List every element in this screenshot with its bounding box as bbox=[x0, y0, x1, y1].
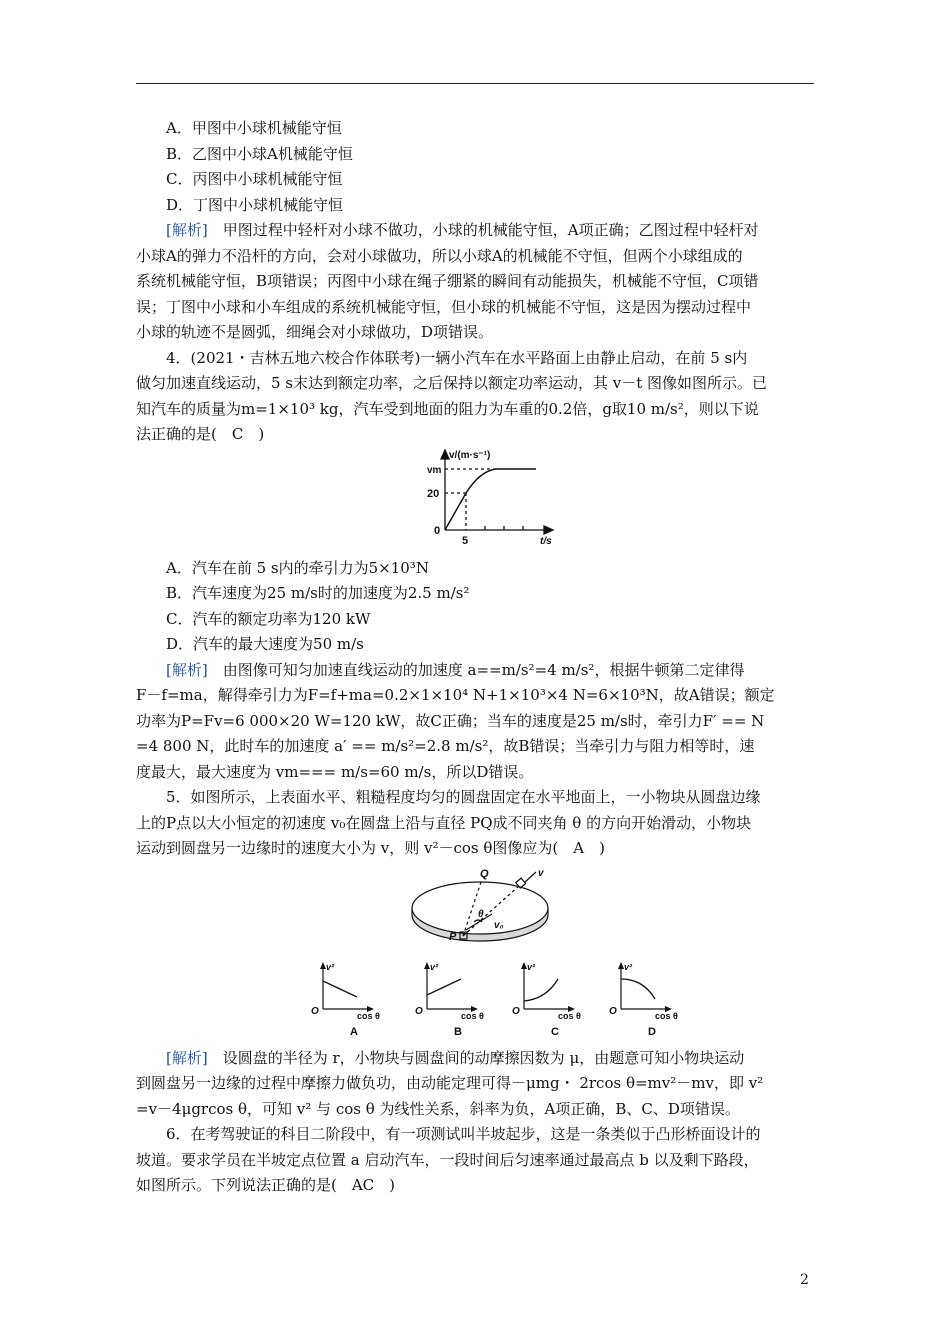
analysis-text: 甲图过程中轻杆对小球不做功，小球的机械能守恒，A项正确；乙图过程中轻杆对 bbox=[222, 221, 759, 239]
graph-label: A bbox=[350, 1025, 358, 1038]
v2-curve bbox=[621, 979, 655, 999]
q5-stem-line: 上的P点以大小恒定的初速度 v₀在圆盘上沿与直径 PQ成不同夹角 θ 的方向开始滑动，小物块 bbox=[136, 813, 752, 832]
q4-stem-line: 知汽车的质量为m=1×10³ kg，汽车受到地面的阻力为车重的0.2倍，g取10 m/s²，则以下说 bbox=[136, 399, 759, 418]
q4-option-c: C．汽车的额定功率为120 kW bbox=[166, 609, 371, 628]
q4-option-d: D．汽车的最大速度为50 m/s bbox=[166, 635, 364, 653]
answer-graph-d bbox=[609, 962, 678, 1038]
q6-stem-line: 6．在考驾驶证的科目二阶段中，有一项测试叫半坡起步，这是一条类似于凸形桥面设计的 bbox=[166, 1125, 761, 1143]
vt-graph-figure bbox=[136, 448, 816, 556]
q4-analysis-line: =4 800 N，此时车的加速度 a′ == m/s²=2.8 m/s²，故B错误；当牵引力与阻力相等时，速 bbox=[136, 737, 755, 755]
answer-graph-c bbox=[512, 962, 581, 1038]
graph-label: B bbox=[454, 1025, 462, 1038]
q4-stem-line: 4．(2021・吉林五地六校合作体联考)一辆小汽车在水平路面上由静止启动，在前 5 s内 bbox=[166, 348, 748, 367]
q6-stem-line: 坡道。要求学员在半坡定点位置 a 启动汽车，一段时间后匀速率通过最高点 b 以及剩下路段， bbox=[136, 1150, 759, 1169]
disk-top bbox=[412, 882, 548, 934]
t5-label: 5 bbox=[462, 534, 469, 547]
label-q: Q bbox=[480, 867, 489, 880]
x-axis-label: cos θ bbox=[461, 1010, 484, 1021]
v2-curve bbox=[323, 981, 357, 997]
q4-option-b: B．汽车速度为25 m/s时的加速度为2.5 m/s² bbox=[166, 584, 470, 602]
disk-figure bbox=[136, 862, 816, 957]
q4-stem-line: 做匀加速直线运动，5 s末达到额定功率，之后保持以额定功率运动，其 v－t 图像如图所示。已 bbox=[136, 374, 768, 392]
label-v0: v₀ bbox=[494, 919, 504, 931]
q4-analysis-line: 度最大，最大速度为 vm=== m/s=60 m/s，所以D错误。 bbox=[136, 762, 534, 781]
q3-option-c: C．丙图中小球机械能守恒 bbox=[166, 170, 343, 188]
q3-analysis-line: 小球A的弹力不沿杆的方向，会对小球做功，所以小球A的机械能不守恒，但两个小球组成的 bbox=[136, 246, 743, 265]
q5-analysis-line: =v－4μgrcos θ，可知 v² 与 cos θ 为线性关系，斜率为负，A项正确，B、C、D项错误。 bbox=[136, 1099, 740, 1118]
v2-curve bbox=[427, 979, 461, 995]
answer-graph-a bbox=[311, 962, 380, 1038]
x-axis-label: cos θ bbox=[558, 1010, 581, 1021]
header-rule bbox=[136, 83, 814, 84]
q3-option-a: A．甲图中小球机械能守恒 bbox=[166, 119, 342, 137]
q4-analysis-line: 功率为P=Fv=6 000×20 W=120 kW，故C正确；当车的速度是25 m/s时，牵引力F′ == N bbox=[136, 711, 765, 730]
page-number: 2 bbox=[800, 1272, 809, 1288]
label-p: P bbox=[449, 930, 457, 943]
label-v: v bbox=[538, 867, 544, 879]
q6-stem-line: 如图所示。下列说法正确的是( AC ) bbox=[136, 1176, 396, 1194]
vm-label: vm bbox=[427, 464, 442, 476]
q4-analysis-line: F－f=ma，解得牵引力为F=f+ma=0.2×1×10⁴ N+1×10³×4 N=6×10³N，故A错误；额定 bbox=[136, 686, 775, 704]
analysis-tag: [解析] bbox=[166, 660, 208, 679]
q5-analysis-line: 到圆盘另一边缘的过程中摩擦力做负功，由动能定理可得－μmg・ 2rcos θ=mv²－mv，即 v² bbox=[136, 1074, 764, 1092]
y-arrow bbox=[441, 450, 449, 459]
v20-label: 20 bbox=[427, 487, 440, 500]
v-arrow bbox=[525, 872, 536, 882]
y-axis-label: v² bbox=[326, 961, 335, 972]
x-arrow bbox=[544, 526, 553, 534]
analysis-tag: [解析] bbox=[166, 1048, 208, 1067]
q3-option-b: B．乙图中小球A机械能守恒 bbox=[166, 144, 353, 163]
q5-stem-line: 5．如图所示，上表面水平、粗糙程度均匀的圆盘固定在水平地面上，一小物块从圆盘边缘 bbox=[166, 788, 761, 806]
q4-stem-line: 法正确的是( C ) bbox=[136, 425, 265, 443]
origin-label: O bbox=[512, 1005, 520, 1017]
analysis-tag: [解析] bbox=[166, 221, 208, 239]
answer-graph-b bbox=[415, 962, 484, 1038]
v2-curve bbox=[524, 979, 558, 1001]
answer-graphs bbox=[136, 957, 816, 1046]
graph-label: D bbox=[648, 1025, 656, 1038]
analysis-text: 由图像可知匀加速直线运动的加速度 a==m/s²=4 m/s²，根据牛顿第二定律得 bbox=[222, 660, 745, 679]
x-axis-label: cos θ bbox=[655, 1010, 678, 1021]
x-axis-label: t/s bbox=[540, 535, 552, 547]
y-axis-label: v² bbox=[527, 961, 536, 972]
disk-diagram bbox=[136, 862, 816, 957]
y-axis-label: v² bbox=[430, 961, 439, 972]
velocity-curve bbox=[445, 469, 536, 530]
label-theta: θ bbox=[478, 908, 484, 920]
origin-label: O bbox=[609, 1005, 617, 1017]
q3-analysis-line: 小球的轨迹不是圆弧，细绳会对小球做功，D项错误。 bbox=[136, 323, 494, 341]
page-body bbox=[136, 116, 816, 1199]
q3-analysis-line: 系统机械能守恒，B项错误；丙图中小球在绳子绷紧的瞬间有动能损失，机械能不守恒，C项错 bbox=[136, 272, 759, 290]
answer-graphs-figure bbox=[136, 957, 816, 1046]
analysis-text: 设圆盘的半径为 r，小物块与圆盘间的动摩擦因数为 μ，由题意可知小物块运动 bbox=[222, 1048, 745, 1067]
q4-analysis-line bbox=[136, 658, 816, 684]
origin-label: O bbox=[311, 1005, 319, 1017]
y-axis-label: v/(m·s⁻¹) bbox=[449, 449, 491, 461]
x-axis-label: cos θ bbox=[357, 1010, 380, 1021]
q3-analysis-line: 误；丁图中小球和小车组成的系统机械能守恒，但小球的机械能不守恒，这是因为摆动过程中 bbox=[136, 297, 752, 316]
q4-option-a: A．汽车在前 5 s内的牵引力为5×10³N bbox=[166, 558, 429, 577]
origin-label: O bbox=[415, 1005, 423, 1017]
q5-analysis-line bbox=[136, 1046, 816, 1072]
q3-option-d: D．丁图中小球机械能守恒 bbox=[166, 195, 344, 214]
q5-stem-line: 运动到圆盘另一边缘时的速度大小为 v，则 v²－cos θ图像应为( A ) bbox=[136, 839, 605, 857]
origin-label: 0 bbox=[434, 524, 441, 537]
q3-analysis-line bbox=[136, 218, 816, 244]
vt-graph bbox=[136, 448, 816, 556]
y-axis-label: v² bbox=[624, 961, 633, 972]
graph-label: C bbox=[551, 1025, 559, 1038]
